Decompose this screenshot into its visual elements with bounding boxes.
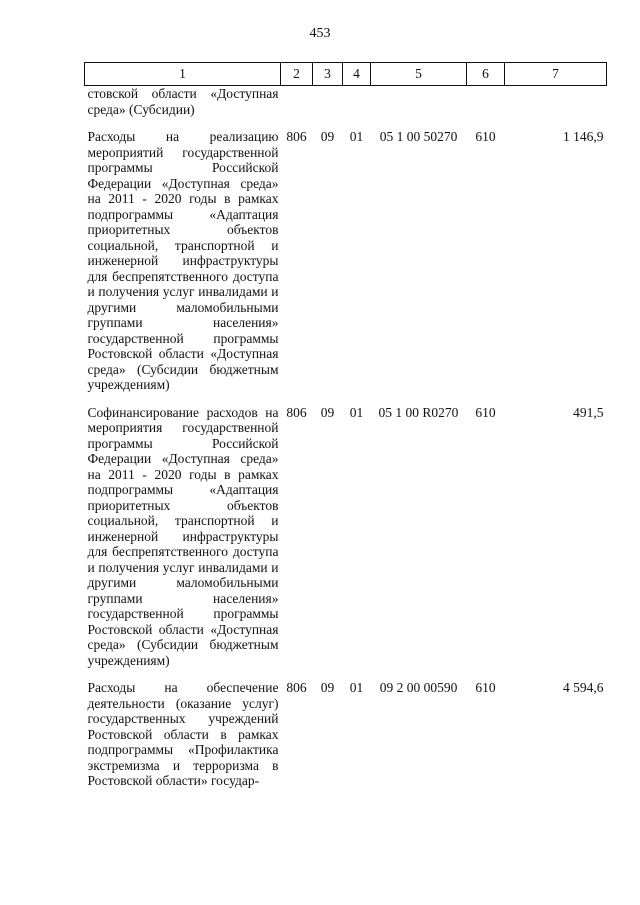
row-section-code: 09 <box>320 404 335 420</box>
row-ministry-code: 806 <box>286 680 307 695</box>
row-target-article: 05 1 00 R0270 <box>378 404 459 420</box>
row-section-code: 09 <box>320 129 335 144</box>
row-subsection-code <box>343 86 371 118</box>
row-description: стовской области «Доступная среда» (Субсидии) <box>87 86 279 117</box>
row-description: Софинансирование расходов на мероприятия государственной программы Российской Федерации «Доступная среда» на 2011 - 2020 годы в рамках подпрограммы «Адаптация приоритетных объектов социальной, транспортной и инженерной инфраструктуры для беспрепятственного доступа и получения услуг инвалидами и другими маломобильными группами населения» государственной программы Ростовской области «Доступная среда» (Субсидии бюджетным учреждениям) <box>87 404 279 668</box>
row-amount: 491,5 <box>573 404 604 420</box>
row-description: Расходы на реализацию мероприятий государственной программы Российской Федерации «Доступная среда» на 2011 - 2020 годы в рамках подпрограммы «Адаптация приоритетных объектов социальной, транспортной и инженерной инфраструктуры для беспрепятственного доступа и получения услуг инвалидами и другими маломобильными группами населения» государственной программы Ростовской области «Доступная среда» (Субсидии бюджетным учреждениям) <box>87 129 279 392</box>
table-header <box>85 63 607 86</box>
header-col-2: 2 <box>281 63 313 86</box>
header-col-7: 7 <box>505 63 607 86</box>
row-target-article: 05 1 00 50270 <box>379 129 458 144</box>
row-description: Расходы на обеспечение деятельности (оказание услуг) государственных учреждений Ростовской области в рамках подпрограммы «Профилактика экстремизма и терроризма в Ростовской области» государ- <box>87 680 279 788</box>
row-expense-type: 610 <box>475 404 496 420</box>
row-ministry-code: 806 <box>286 404 307 420</box>
row-ministry-code <box>281 86 313 118</box>
header-col-5: 5 <box>371 63 467 86</box>
row-section-code <box>313 86 343 118</box>
table-row <box>85 117 607 393</box>
row-amount: 1 146,9 <box>563 129 604 144</box>
header-col-6: 6 <box>467 63 505 86</box>
budget-table <box>84 62 607 789</box>
header-col-3: 3 <box>313 63 343 86</box>
header-col-4: 4 <box>343 63 371 86</box>
row-section-code: 09 <box>320 680 335 695</box>
row-ministry-code: 806 <box>286 129 307 144</box>
row-expense-type <box>467 86 505 118</box>
row-target-article <box>371 86 467 118</box>
row-target-article: 09 2 00 00590 <box>379 680 458 695</box>
row-amount: 4 594,6 <box>563 680 604 695</box>
table-row <box>85 668 607 789</box>
row-expense-type: 610 <box>475 680 496 695</box>
header-col-1: 1 <box>85 63 281 86</box>
row-subsection-code: 01 <box>349 404 364 420</box>
table-row <box>85 86 607 118</box>
row-amount <box>505 86 607 118</box>
table-row <box>85 393 607 669</box>
row-subsection-code: 01 <box>349 129 364 144</box>
row-subsection-code: 01 <box>349 680 364 695</box>
page-number: 453 <box>309 26 331 41</box>
row-expense-type: 610 <box>475 129 496 144</box>
